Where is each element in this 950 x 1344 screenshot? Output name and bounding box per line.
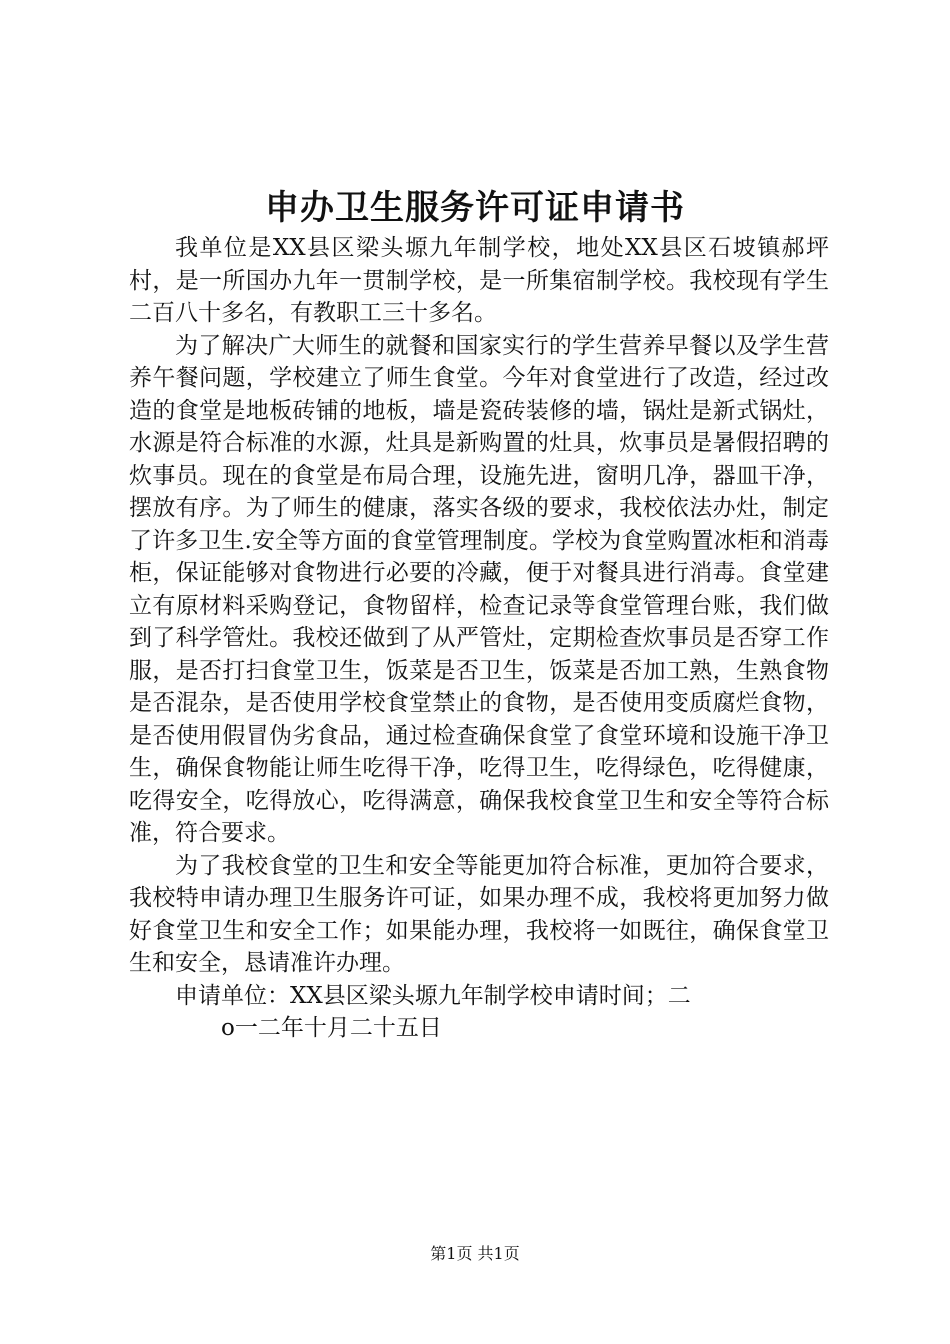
paragraph-canteen: 为了解决广大师生的就餐和国家实行的学生营养早餐以及学生营养午餐问题，学校建立了师生食堂。今年对食堂进行了改造，经过改造的食堂是地板砖铺的地板，墙是瓷砖装修的墙，锅灶是新式锅灶，水源是符合标准的水源，灶具是新购置的灶具，炊事员是暑假招聘的炊事员。现在的食堂是布局合理，设施先进，窗明几净，器皿干净，摆放有序。为了师生的健康，落实各级的要求，我校依法办灶，制定了许多卫生.安全等方面的食堂管理制度。学校为食堂购置冰柜和消毒柜，保证能够对食物进行必要的冷藏，便于对餐具进行消毒。食堂建立有原材料采购登记，食物留样，检查记录等食堂管理台账，我们做到了科学管灶。我校还做到了从严管灶，定期检查炊事员是否穿工作服，是否打扫食堂卫生，饭菜是否卫生，饭菜是否加工熟，生熟食物是否混杂，是否使用学校食堂禁止的食物，是否使用变质腐烂食物，是否使用假冒伪劣食品，通过检查确保食堂了食堂环境和设施干净卫生，确保食物能让师生吃得干净，吃得卫生，吃得绿色，吃得健康，吃得安全，吃得放心，吃得满意，确保我校食堂卫生和安全等符合标准，符合要求。 (129, 332, 829, 846)
paragraph-request: 为了我校食堂的卫生和安全等能更加符合标准，更加符合要求，我校特申请办理卫生服务许可证，如果办理不成，我校将更加努力做好食堂卫生和安全工作；如果能办理，我校将一如既往，确保食堂卫生和安全，恳请准许办理。 (129, 852, 829, 976)
page-footer: 第1页 共1页 (430, 1244, 520, 1263)
document-title: 申办卫生服务许可证申请书 (265, 188, 685, 228)
document-body (129, 232, 829, 1045)
signature-line: 申请单位：XX县区梁头塬九年制学校申请时间；二 (175, 982, 691, 1009)
paragraph-intro: 我单位是XX县区梁头塬九年制学校，地处XX县区石坡镇郝坪村，是一所国办九年一贯制学校，是一所集宿制学校。我校现有学生二百八十多名，有教职工三十多名。 (129, 235, 829, 326)
date-line: o一二年十月二十五日 (221, 1015, 442, 1041)
